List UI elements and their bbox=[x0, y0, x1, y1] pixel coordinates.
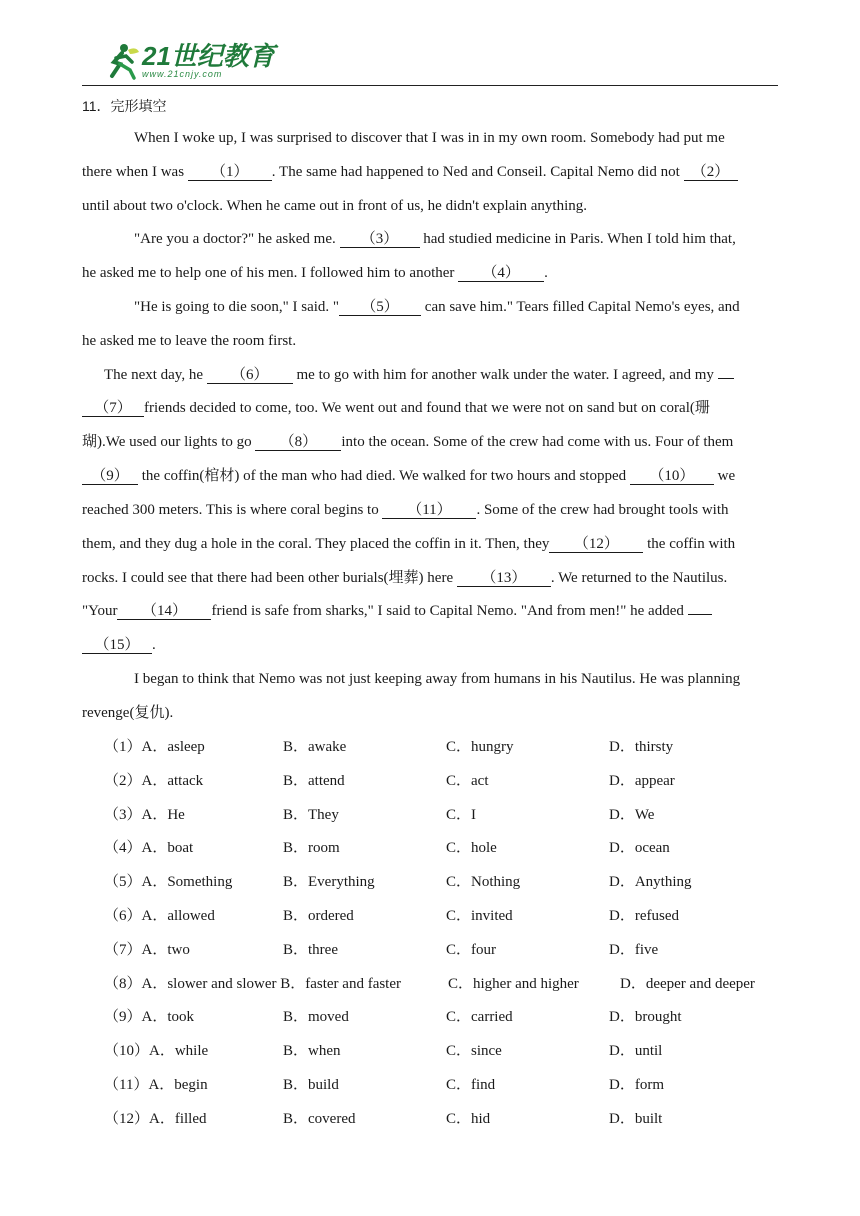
passage-line: he asked me to help one of his men. I followed him to another （4） . bbox=[82, 265, 548, 281]
option-row-8-d[interactable]: D．deeper and deeper bbox=[620, 976, 755, 992]
header-divider bbox=[82, 85, 778, 86]
option-row-12-b[interactable]: B．covered bbox=[283, 1111, 356, 1127]
option-row-2-b[interactable]: B．attend bbox=[283, 773, 345, 789]
option-row-11-d[interactable]: D．form bbox=[609, 1077, 664, 1093]
question-title: 11．完形填空 bbox=[82, 98, 167, 114]
option-row-7-c[interactable]: C．four bbox=[446, 942, 496, 958]
logo-url: www.21cnjy.com bbox=[142, 69, 223, 79]
option-row-11-c[interactable]: C．find bbox=[446, 1077, 496, 1093]
option-row-6-a[interactable]: （6）A．allowed bbox=[104, 908, 215, 924]
passage-line: （9） the coffin(棺材) of the man who had died. We walked for two hours and stopped （10） we bbox=[82, 466, 778, 486]
passage-line: （7） friends decided to come, too. We went out and found that we were not on sand but on coral(珊 bbox=[82, 398, 778, 418]
option-row-4-c[interactable]: C．hole bbox=[446, 840, 497, 856]
passage-line: When I woke up, I was surprised to discover that I was in in my own room. Somebody had put me bbox=[134, 130, 725, 146]
option-row-12-d[interactable]: D．built bbox=[609, 1111, 663, 1127]
blank-3[interactable]: （3） bbox=[340, 231, 420, 248]
passage-line: The next day, he （6） me to go with him for another walk under the water. I agreed, and my bbox=[82, 365, 800, 385]
option-row-8-c[interactable]: C．higher and higher bbox=[448, 976, 579, 992]
option-row-2-c[interactable]: C．act bbox=[446, 773, 489, 789]
blank-7-start bbox=[718, 378, 734, 379]
passage-line: 瑚).We used our lights to go （8） into the ocean. Some of the crew had come with us. Four of them bbox=[82, 434, 734, 450]
passage-line: I began to think that Nemo was not just keeping away from humans in his Nautilus. He was planning bbox=[134, 671, 741, 687]
blank-1[interactable]: （1） bbox=[188, 164, 272, 181]
option-row-12-a[interactable]: （12）A．filled bbox=[104, 1111, 207, 1127]
logo-title: 21世纪教育 bbox=[142, 41, 275, 71]
blank-8[interactable]: （8） bbox=[255, 434, 341, 451]
blank-12[interactable]: （12） bbox=[549, 536, 643, 553]
blank-5[interactable]: （5） bbox=[339, 299, 421, 316]
blank-6[interactable]: （6） bbox=[207, 367, 293, 384]
option-row-10-d[interactable]: D．until bbox=[609, 1043, 663, 1059]
option-row-8-ab[interactable]: （8）A．slower and slower B．faster and faster bbox=[104, 976, 402, 992]
blank-15[interactable]: （15） bbox=[82, 637, 152, 654]
option-row-7-d[interactable]: D．five bbox=[609, 942, 659, 958]
option-row-9-b[interactable]: B．moved bbox=[283, 1009, 349, 1025]
passage-line: them, and they dug a hole in the coral. They placed the coffin in it. Then, they （12） the coffin with bbox=[82, 536, 736, 552]
passage-line: he asked me to leave the room first. bbox=[82, 333, 297, 349]
option-row-3-a[interactable]: （3）A．He bbox=[104, 807, 185, 823]
passage-line: reached 300 meters. This is where coral begins to （11） . Some of the crew had brought tools with bbox=[82, 502, 729, 518]
option-row-2-a[interactable]: （2）A．attack bbox=[104, 773, 204, 789]
option-row-11-a[interactable]: （11）A．begin bbox=[104, 1077, 208, 1093]
option-row-7-a[interactable]: （7）A．two bbox=[104, 942, 190, 958]
option-row-1-d[interactable]: D．thirsty bbox=[609, 739, 674, 755]
option-row-1-a[interactable]: （1）A．asleep bbox=[104, 739, 205, 755]
option-row-5-c[interactable]: C．Nothing bbox=[446, 874, 521, 890]
option-row-9-a[interactable]: （9）A．took bbox=[104, 1009, 195, 1025]
passage-line: （15） . bbox=[82, 635, 778, 655]
blank-11[interactable]: （11） bbox=[382, 502, 476, 519]
option-row-9-c[interactable]: C．carried bbox=[446, 1009, 513, 1025]
option-row-3-c[interactable]: C．I bbox=[446, 807, 477, 823]
option-row-10-a[interactable]: （10）A．while bbox=[104, 1043, 209, 1059]
option-row-12-c[interactable]: C．hid bbox=[446, 1111, 491, 1127]
option-row-3-d[interactable]: D．We bbox=[609, 807, 655, 823]
passage-line: "Are you a doctor?" he asked me. （3） had studied medicine in Paris. When I told him that, bbox=[134, 231, 736, 247]
blank-15-start bbox=[688, 614, 712, 615]
blank-7[interactable]: （7） bbox=[82, 400, 144, 417]
option-row-2-d[interactable]: D．appear bbox=[609, 773, 675, 789]
blank-4[interactable]: （4） bbox=[458, 265, 544, 282]
option-row-4-d[interactable]: D．ocean bbox=[609, 840, 670, 856]
passage-line: until about two o'clock. When he came out in front of us, he didn't explain anything. bbox=[82, 198, 588, 214]
option-row-7-b[interactable]: B．three bbox=[283, 942, 338, 958]
runner-logo-icon bbox=[100, 42, 140, 80]
blank-10[interactable]: （10） bbox=[630, 468, 714, 485]
option-row-10-c[interactable]: C．since bbox=[446, 1043, 502, 1059]
page-header bbox=[82, 40, 778, 88]
blank-13[interactable]: （13） bbox=[457, 570, 551, 587]
option-row-5-b[interactable]: B．Everything bbox=[283, 874, 375, 890]
option-row-11-b[interactable]: B．build bbox=[283, 1077, 339, 1093]
option-row-1-c[interactable]: C．hungry bbox=[446, 739, 514, 755]
option-row-9-d[interactable]: D．brought bbox=[609, 1009, 682, 1025]
option-row-4-b[interactable]: B．room bbox=[283, 840, 340, 856]
option-row-4-a[interactable]: （4）A．boat bbox=[104, 840, 194, 856]
option-row-5-d[interactable]: D．Anything bbox=[609, 874, 692, 890]
passage-line: rocks. I could see that there had been other burials(埋葬) here （13） . We returned to the Nautilus. bbox=[82, 570, 728, 586]
blank-9[interactable]: （9） bbox=[82, 468, 138, 485]
option-row-10-b[interactable]: B．when bbox=[283, 1043, 341, 1059]
option-row-6-d[interactable]: D．refused bbox=[609, 908, 679, 924]
blank-2[interactable]: （2） bbox=[684, 164, 738, 181]
passage-line: "He is going to die soon," I said. " （5） can save him." Tears filled Capital Nemo's eyes, and bbox=[134, 299, 740, 315]
option-row-6-b[interactable]: B．ordered bbox=[283, 908, 354, 924]
option-row-5-a[interactable]: （5）A．Something bbox=[104, 874, 233, 890]
site-logo bbox=[100, 42, 275, 80]
option-row-3-b[interactable]: B．They bbox=[283, 807, 339, 823]
blank-14[interactable]: （14） bbox=[117, 603, 211, 620]
option-row-6-c[interactable]: C．invited bbox=[446, 908, 513, 924]
passage-line: revenge(复仇). bbox=[82, 705, 174, 721]
passage-line: "Your （14） friend is safe from sharks," I said to Capital Nemo. "And from men!" he added bbox=[82, 601, 778, 621]
passage-line: there when I was （1） . The same had happened to Ned and Conseil. Capital Nemo did not （2） bbox=[82, 162, 778, 182]
option-row-1-b[interactable]: B．awake bbox=[283, 739, 347, 755]
